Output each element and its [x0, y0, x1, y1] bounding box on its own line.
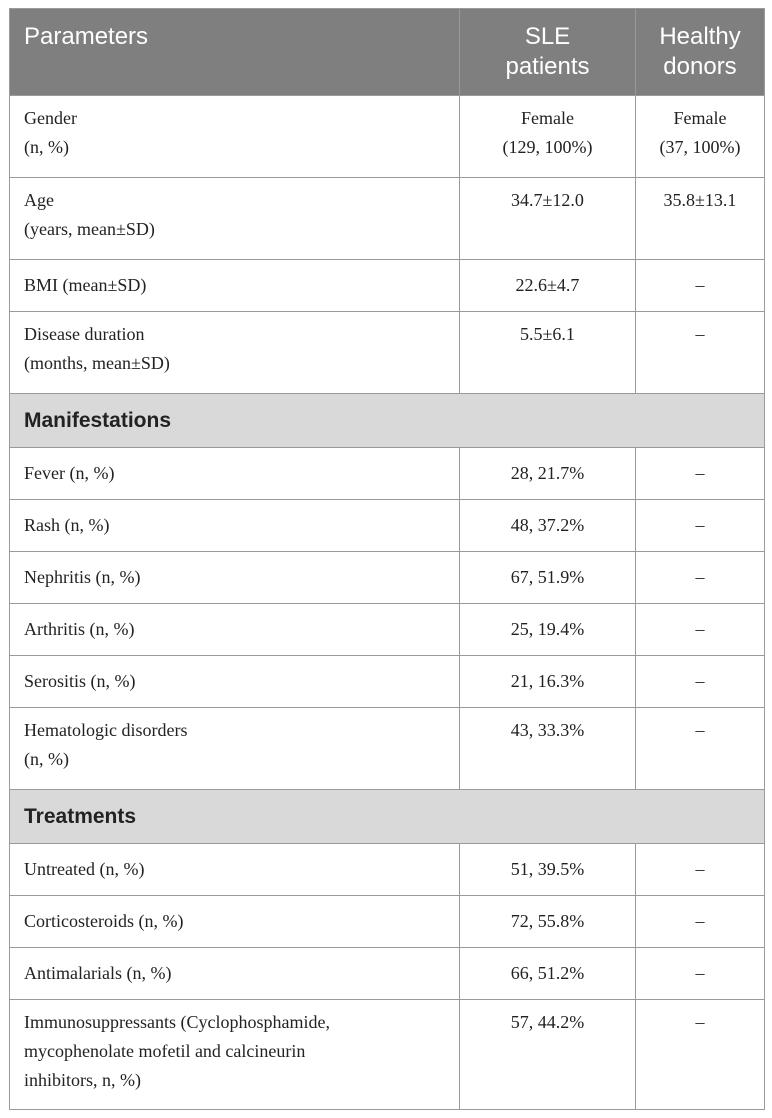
- param-line: (n, %): [24, 137, 69, 157]
- sle-cell: 67, 51.9%: [460, 552, 636, 604]
- header-healthy-line1: Healthy: [659, 23, 741, 50]
- param-cell: [10, 178, 460, 260]
- param-cell: Corticosteroids (n, %): [10, 896, 460, 948]
- param-cell: Antimalarials (n, %): [10, 948, 460, 1000]
- table-row: [10, 96, 765, 178]
- sle-cell: 5.5±6.1: [460, 312, 636, 394]
- sle-cell: 66, 51.2%: [460, 948, 636, 1000]
- param-line: inhibitors, n, %): [24, 1070, 141, 1090]
- sle-cell: 43, 33.3%: [460, 708, 636, 790]
- param-cell: Serositis (n, %): [10, 656, 460, 708]
- param-cell: Fever (n, %): [10, 448, 460, 500]
- sle-cell: 48, 37.2%: [460, 500, 636, 552]
- param-line: mycophenolate mofetil and calcineurin: [24, 1041, 306, 1061]
- table-row: [10, 896, 765, 948]
- param-cell: [10, 96, 460, 178]
- sle-cell: 25, 19.4%: [460, 604, 636, 656]
- param-cell: Arthritis (n, %): [10, 604, 460, 656]
- table-row: [10, 500, 765, 552]
- sle-cell: 51, 39.5%: [460, 844, 636, 896]
- param-line: Hematologic disorders: [24, 720, 188, 740]
- param-cell: Untreated (n, %): [10, 844, 460, 896]
- param-line: Disease duration: [24, 324, 145, 344]
- table-row: [10, 844, 765, 896]
- header-sle-line2: patients: [505, 53, 590, 80]
- healthy-cell: [636, 96, 765, 178]
- table-row: [10, 178, 765, 260]
- sle-line: (129, 100%): [502, 137, 593, 157]
- healthy-line: Female: [673, 108, 727, 128]
- table-row: [10, 656, 765, 708]
- sle-cell: 34.7±12.0: [460, 178, 636, 260]
- param-cell: Rash (n, %): [10, 500, 460, 552]
- healthy-cell: –: [636, 656, 765, 708]
- clinical-characteristics-table: [9, 8, 765, 1110]
- table-row: [10, 552, 765, 604]
- healthy-cell: –: [636, 844, 765, 896]
- sle-cell: 28, 21.7%: [460, 448, 636, 500]
- healthy-cell: –: [636, 448, 765, 500]
- healthy-cell: –: [636, 260, 765, 312]
- table-row: [10, 604, 765, 656]
- param-line: Immunosuppressants (Cyclophosphamide,: [24, 1012, 330, 1032]
- param-line: (n, %): [24, 749, 69, 769]
- param-line: Age: [24, 190, 54, 210]
- healthy-cell: –: [636, 1000, 765, 1110]
- header-sle-line1: SLE: [524, 23, 571, 50]
- param-cell: [10, 708, 460, 790]
- section-title: Manifestations: [10, 394, 765, 448]
- table-row: [10, 312, 765, 394]
- sle-cell: 22.6±4.7: [460, 260, 636, 312]
- healthy-cell: –: [636, 948, 765, 1000]
- param-line: (years, mean±SD): [24, 219, 155, 239]
- healthy-cell: –: [636, 604, 765, 656]
- section-row-treatments: [10, 790, 765, 844]
- param-cell: [10, 1000, 460, 1110]
- sle-cell: 72, 55.8%: [460, 896, 636, 948]
- healthy-cell: –: [636, 552, 765, 604]
- healthy-cell: 35.8±13.1: [636, 178, 765, 260]
- header-healthy-line2: donors: [663, 53, 737, 80]
- header-healthy-donors: [636, 9, 765, 96]
- param-line: Gender: [24, 108, 77, 128]
- healthy-cell: –: [636, 708, 765, 790]
- param-cell: Nephritis (n, %): [10, 552, 460, 604]
- healthy-cell: –: [636, 500, 765, 552]
- sle-cell: 21, 16.3%: [460, 656, 636, 708]
- table-row: [10, 708, 765, 790]
- healthy-line: (37, 100%): [659, 137, 741, 157]
- param-cell: [10, 312, 460, 394]
- table-row: [10, 1000, 765, 1110]
- healthy-cell: –: [636, 896, 765, 948]
- header-parameters: Parameters: [10, 9, 460, 96]
- sle-cell: [460, 96, 636, 178]
- sle-line: Female: [521, 108, 574, 128]
- param-line: (months, mean±SD): [24, 353, 170, 373]
- header-sle-patients: [460, 9, 636, 96]
- section-row-manifestations: [10, 394, 765, 448]
- param-cell: BMI (mean±SD): [10, 260, 460, 312]
- table-row: [10, 260, 765, 312]
- table-row: [10, 948, 765, 1000]
- section-title: Treatments: [10, 790, 765, 844]
- table-header-row: [10, 9, 765, 96]
- healthy-cell: –: [636, 312, 765, 394]
- sle-cell: 57, 44.2%: [460, 1000, 636, 1110]
- table-row: [10, 448, 765, 500]
